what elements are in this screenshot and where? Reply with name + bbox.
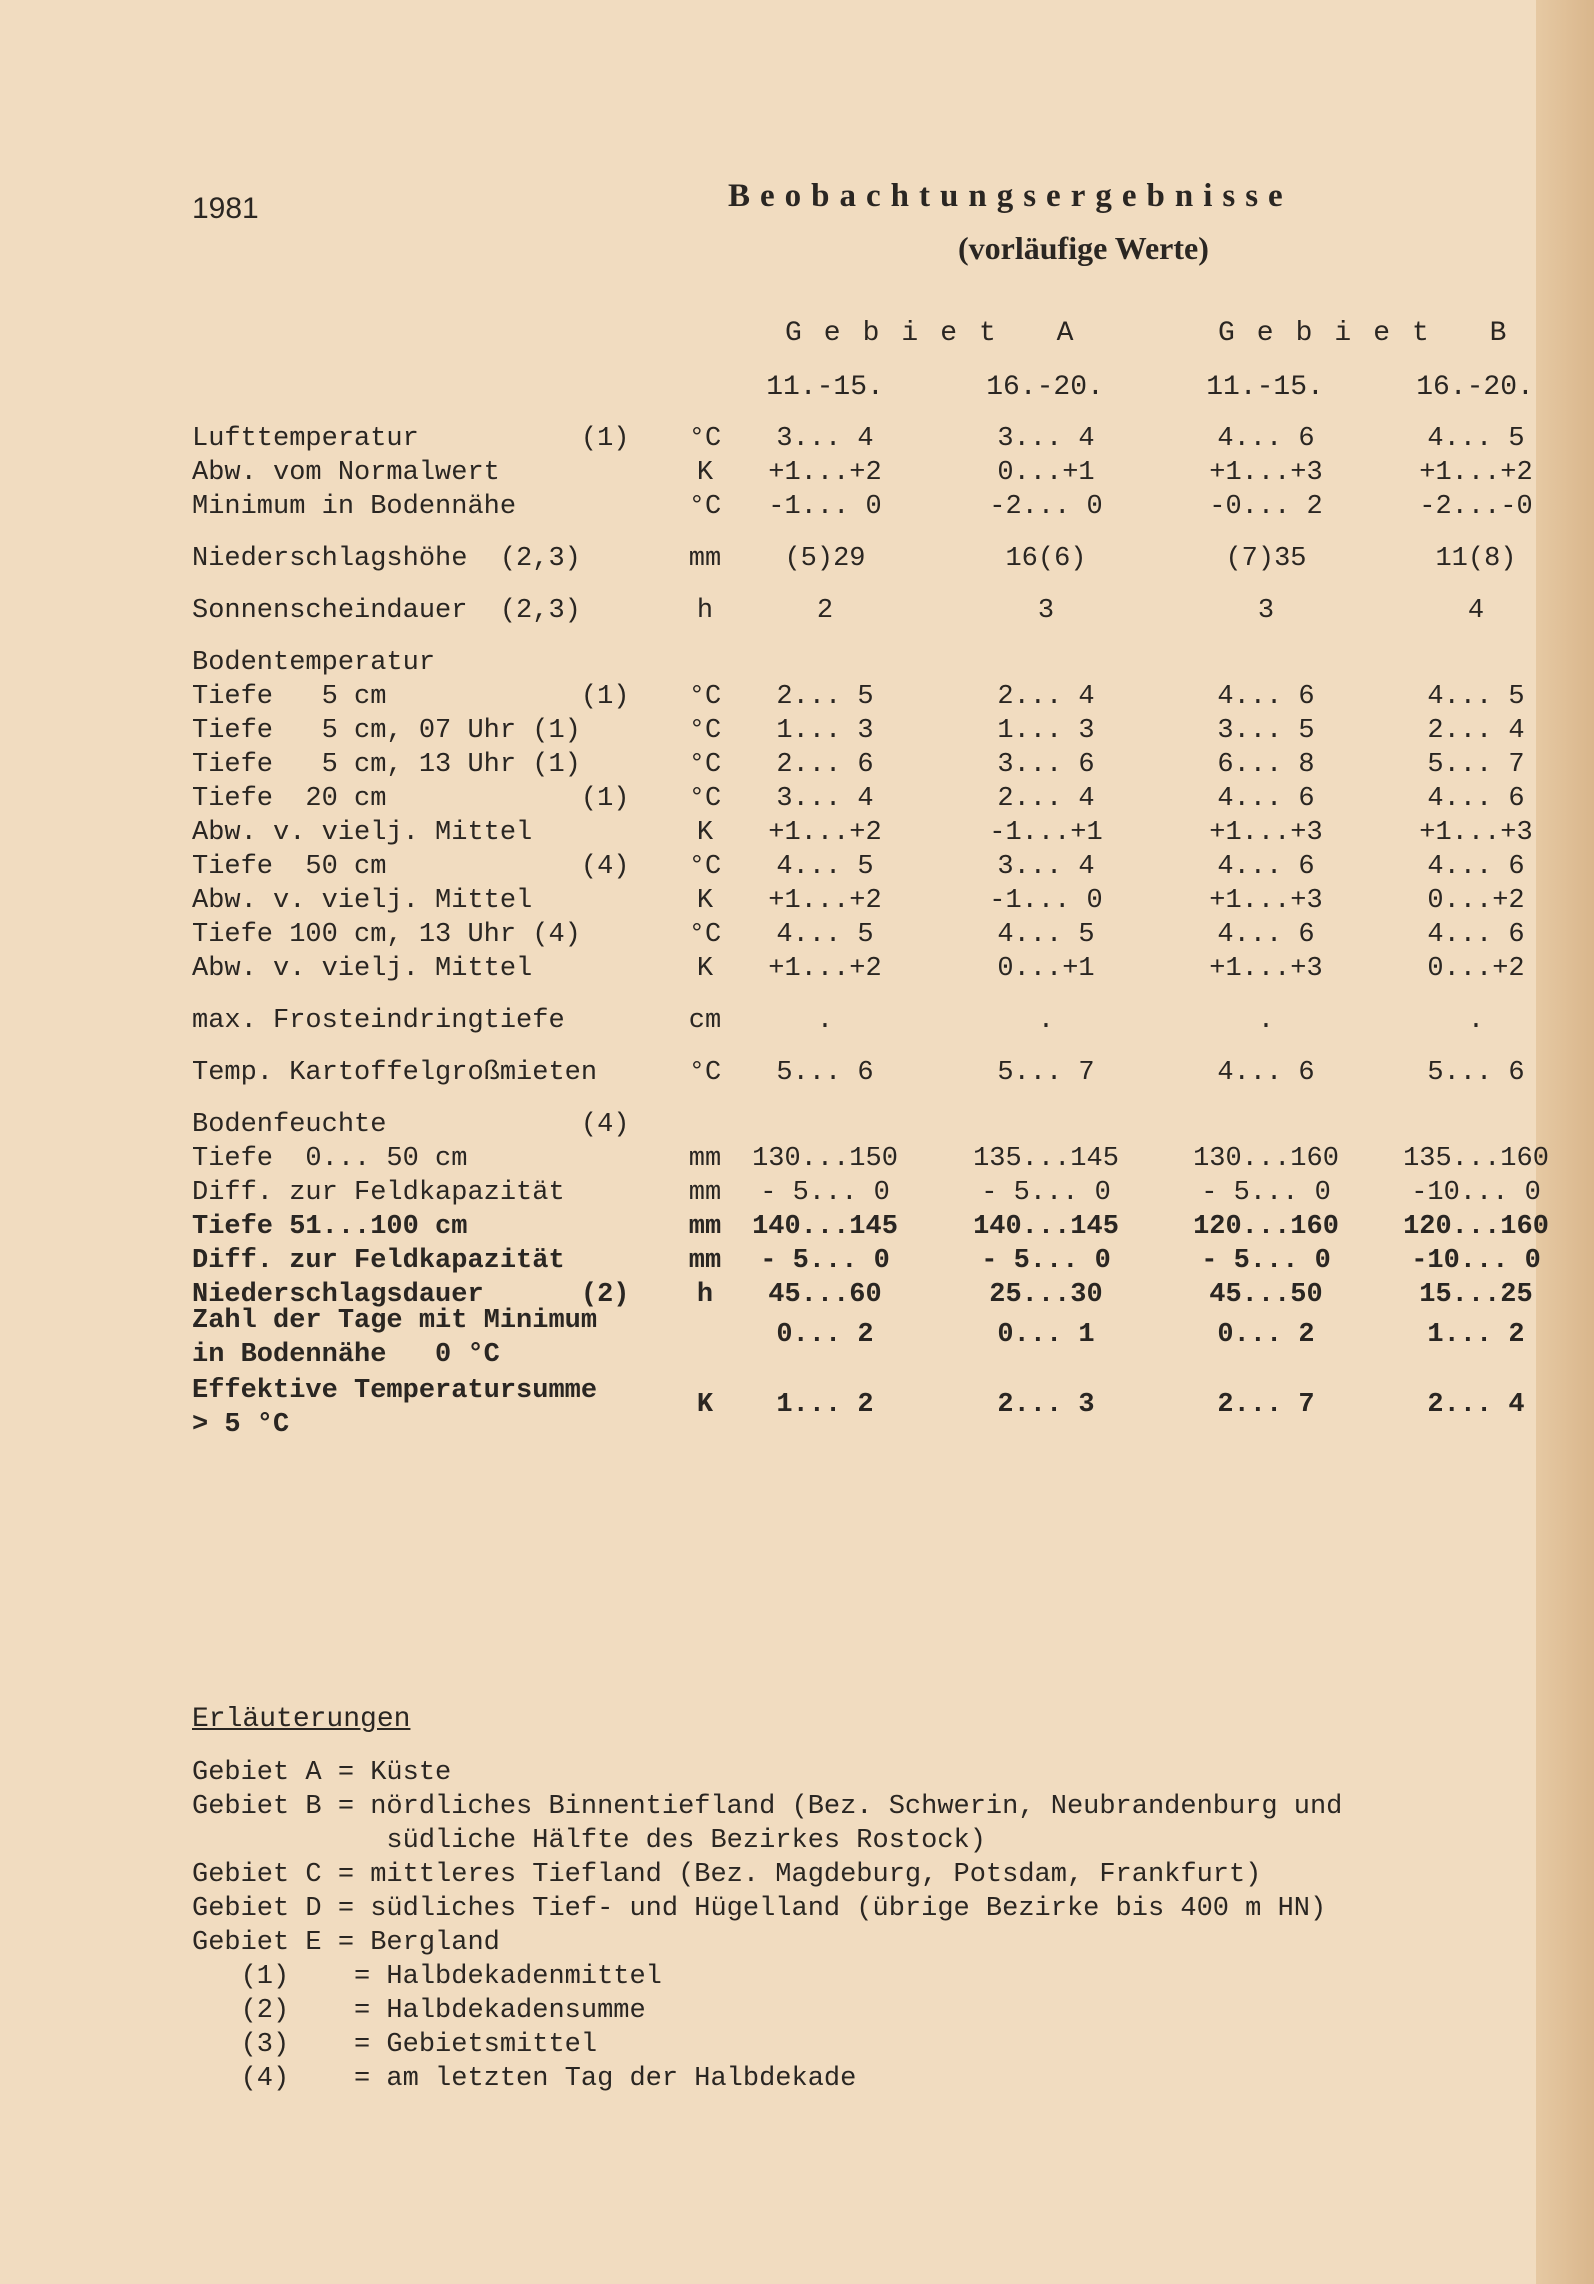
table-row: [0, 682, 1594, 716]
table-cell: 4... 5: [776, 852, 874, 882]
row-unit: K: [696, 954, 714, 984]
table-cell: +1...+2: [768, 886, 882, 916]
row-unit: mm: [688, 1246, 722, 1276]
row-unit: K: [696, 1390, 714, 1420]
table-row: [0, 852, 1594, 886]
table-cell: 4... 5: [1427, 424, 1525, 454]
table-cell: 45...50: [1209, 1280, 1323, 1310]
table-cell: 4... 6: [1427, 920, 1525, 950]
table-cell: 45...60: [768, 1280, 882, 1310]
legend-heading: Erläuterungen: [192, 1704, 411, 1735]
row-unit: °C: [688, 852, 722, 882]
table-cell: 15...25: [1419, 1280, 1533, 1310]
row-label: Effektive Temperatursumme > 5 °C: [192, 1376, 598, 1440]
period-header: 11.-15.: [1206, 372, 1324, 403]
legend-line: (2) = Halbdekadensumme: [192, 1996, 646, 2026]
row-unit: K: [696, 886, 714, 916]
table-cell: 1... 2: [1427, 1320, 1525, 1350]
table-cell: 4... 6: [1217, 920, 1315, 950]
row-unit: K: [696, 818, 714, 848]
table-cell: (5)29: [784, 544, 866, 574]
row-label: Tiefe 5 cm, 07 Uhr (1): [192, 716, 581, 746]
table-row: [0, 1110, 1594, 1144]
table-cell: 130...160: [1193, 1144, 1339, 1174]
table-cell: -2... 0: [989, 492, 1103, 522]
table-row: [0, 1376, 1594, 1440]
row-label: Tiefe 51...100 cm: [192, 1212, 468, 1242]
table-cell: +1...+3: [1209, 886, 1323, 916]
table-row: [0, 1178, 1594, 1212]
table-cell: 4... 6: [1217, 424, 1315, 454]
table-cell: -10... 0: [1411, 1246, 1541, 1276]
table-cell: 120...160: [1193, 1212, 1339, 1242]
row-label: Niederschlagshöhe (2,3): [192, 544, 581, 574]
table-cell: - 5... 0: [981, 1178, 1111, 1208]
row-label: Abw. vom Normalwert: [192, 458, 500, 488]
row-unit: °C: [688, 682, 722, 712]
row-unit: mm: [688, 1178, 722, 1208]
table-cell: -1... 0: [989, 886, 1103, 916]
row-label: Sonnenscheindauer (2,3): [192, 596, 581, 626]
table-row: [0, 954, 1594, 988]
table-cell: 4... 5: [1427, 682, 1525, 712]
group-header-b: Gebiet B: [1218, 318, 1529, 349]
table-row: [0, 716, 1594, 750]
page-subtitle: (vorläufige Werte): [958, 230, 1209, 266]
row-label: Abw. v. vielj. Mittel: [192, 818, 533, 848]
table-cell: +1...+2: [768, 954, 882, 984]
table-cell: 4: [1467, 596, 1485, 626]
table-cell: +1...+3: [1209, 458, 1323, 488]
table-row: [0, 1212, 1594, 1246]
table-cell: 5... 6: [1427, 1058, 1525, 1088]
table-cell: 3... 4: [997, 424, 1095, 454]
table-cell: - 5... 0: [1201, 1246, 1331, 1276]
legend-line: Gebiet B = nördliches Binnentiefland (Bez. Schwerin, Neubrandenburg und: [192, 1792, 1343, 1822]
row-label: Abw. v. vielj. Mittel: [192, 886, 533, 916]
row-unit: °C: [688, 920, 722, 950]
row-unit: °C: [688, 750, 722, 780]
row-label: Diff. zur Feldkapazität: [192, 1178, 565, 1208]
row-label: Tiefe 5 cm (1): [192, 682, 630, 712]
row-label: Zahl der Tage mit Minimum in Bodennähe 0 °C: [192, 1306, 598, 1370]
table-cell: 5... 6: [776, 1058, 874, 1088]
table-cell: 0... 1: [997, 1320, 1095, 1350]
row-unit: h: [696, 1280, 714, 1310]
table-cell: 0... 2: [1217, 1320, 1315, 1350]
legend-line: Gebiet E = Bergland: [192, 1928, 500, 1958]
row-label: Minimum in Bodennähe: [192, 492, 517, 522]
table-cell: +1...+3: [1209, 954, 1323, 984]
row-unit: h: [696, 596, 714, 626]
table-cell: +1...+3: [1209, 818, 1323, 848]
table-cell: +1...+2: [768, 458, 882, 488]
table-cell: 135...145: [973, 1144, 1119, 1174]
row-label: Niederschlagsdauer (2): [192, 1280, 630, 1310]
legend-line: Gebiet A = Küste: [192, 1758, 452, 1788]
table-row: [0, 458, 1594, 492]
table-cell: 2... 4: [997, 682, 1095, 712]
table-row: [0, 750, 1594, 784]
table-cell: 2... 5: [776, 682, 874, 712]
table-cell: +1...+2: [768, 818, 882, 848]
table-row: [0, 1246, 1594, 1280]
row-unit: °C: [688, 424, 722, 454]
table-cell: 2... 4: [1427, 1390, 1525, 1420]
table-cell: 3... 4: [997, 852, 1095, 882]
legend-line: (1) = Halbdekadenmittel: [192, 1962, 662, 1992]
table-row: [0, 784, 1594, 818]
table-cell: 0...+2: [1427, 886, 1525, 916]
table-row: [0, 818, 1594, 852]
table-row: [0, 1006, 1594, 1040]
table-cell: -0... 2: [1209, 492, 1323, 522]
row-label: Lufttemperatur (1): [192, 424, 630, 454]
table-cell: -10... 0: [1411, 1178, 1541, 1208]
row-label: Diff. zur Feldkapazität: [192, 1246, 565, 1276]
row-unit: °C: [688, 492, 722, 522]
row-unit: mm: [688, 1212, 722, 1242]
table-cell: (7)35: [1225, 544, 1307, 574]
legend-line: (3) = Gebietsmittel: [192, 2030, 598, 2060]
row-label: Tiefe 100 cm, 13 Uhr (4): [192, 920, 581, 950]
table-cell: 3... 5: [1217, 716, 1315, 746]
table-cell: 2... 4: [1427, 716, 1525, 746]
row-unit: °C: [688, 784, 722, 814]
row-unit: K: [696, 458, 714, 488]
table-cell: 2... 6: [776, 750, 874, 780]
table-cell: 11(8): [1435, 544, 1517, 574]
legend-line: südliche Hälfte des Bezirkes Rostock): [192, 1826, 986, 1856]
table-cell: 1... 3: [776, 716, 874, 746]
period-header: 16.-20.: [986, 372, 1104, 403]
table-cell: -2...-0: [1419, 492, 1533, 522]
year-label: 1981: [192, 192, 259, 225]
table-cell: - 5... 0: [1201, 1178, 1331, 1208]
table-cell: 3... 4: [776, 424, 874, 454]
table-cell: 4... 5: [776, 920, 874, 950]
period-header: 16.-20.: [1416, 372, 1534, 403]
table-cell: 1... 3: [997, 716, 1095, 746]
table-row: [0, 492, 1594, 526]
table-cell: .: [1037, 1006, 1055, 1036]
table-cell: 16(6): [1005, 544, 1087, 574]
legend-line: Gebiet C = mittleres Tiefland (Bez. Magdeburg, Potsdam, Frankfurt): [192, 1860, 1262, 1890]
row-unit: °C: [688, 1058, 722, 1088]
table-cell: -1... 0: [768, 492, 882, 522]
table-cell: 4... 6: [1427, 852, 1525, 882]
row-unit: mm: [688, 1144, 722, 1174]
row-label: Tiefe 5 cm, 13 Uhr (1): [192, 750, 581, 780]
table-cell: 140...145: [973, 1212, 1119, 1242]
table-cell: 5... 7: [997, 1058, 1095, 1088]
table-cell: 25...30: [989, 1280, 1103, 1310]
table-cell: 4... 6: [1427, 784, 1525, 814]
table-cell: 2... 4: [997, 784, 1095, 814]
table-cell: 140...145: [752, 1212, 898, 1242]
table-cell: 0... 2: [776, 1320, 874, 1350]
table-cell: 5... 7: [1427, 750, 1525, 780]
table-cell: 0...+1: [997, 458, 1095, 488]
table-cell: - 5... 0: [981, 1246, 1111, 1276]
row-label: Bodentemperatur: [192, 648, 436, 678]
table-row: [0, 648, 1594, 682]
table-cell: 2... 3: [997, 1390, 1095, 1420]
table-cell: 3... 4: [776, 784, 874, 814]
row-label: Tiefe 50 cm (4): [192, 852, 630, 882]
table-cell: 3: [1037, 596, 1055, 626]
table-cell: .: [816, 1006, 834, 1036]
table-cell: 2... 7: [1217, 1390, 1315, 1420]
table-cell: 3: [1257, 596, 1275, 626]
group-header-a: Gebiet A: [785, 318, 1096, 349]
table-cell: 2: [816, 596, 834, 626]
table-row: [0, 920, 1594, 954]
row-label: Bodenfeuchte (4): [192, 1110, 630, 1140]
row-unit: °C: [688, 716, 722, 746]
table-cell: 6... 8: [1217, 750, 1315, 780]
row-unit: cm: [688, 1006, 722, 1036]
table-row: [0, 886, 1594, 920]
table-cell: 4... 5: [997, 920, 1095, 950]
legend-line: (4) = am letzten Tag der Halbdekade: [192, 2064, 857, 2094]
table-row: [0, 1058, 1594, 1092]
table-cell: 0...+2: [1427, 954, 1525, 984]
row-label: Abw. v. vielj. Mittel: [192, 954, 533, 984]
table-cell: 120...160: [1403, 1212, 1549, 1242]
table-cell: - 5... 0: [760, 1178, 890, 1208]
table-cell: 4... 6: [1217, 784, 1315, 814]
page-title: Beobachtungsergebnisse: [728, 178, 1293, 214]
table-cell: 130...150: [752, 1144, 898, 1174]
legend-line: Gebiet D = südliches Tief- und Hügelland (übrige Bezirke bis 400 m HN): [192, 1894, 1327, 1924]
table-cell: .: [1467, 1006, 1485, 1036]
row-label: Tiefe 0... 50 cm: [192, 1144, 468, 1174]
row-label: Temp. Kartoffelgroßmieten: [192, 1058, 598, 1088]
table-row: [0, 1306, 1594, 1370]
table-row: [0, 596, 1594, 630]
table-cell: - 5... 0: [760, 1246, 890, 1276]
row-label: Tiefe 20 cm (1): [192, 784, 630, 814]
table-cell: 135...160: [1403, 1144, 1549, 1174]
table-cell: .: [1257, 1006, 1275, 1036]
table-cell: +1...+3: [1419, 818, 1533, 848]
table-cell: +1...+2: [1419, 458, 1533, 488]
table-cell: -1...+1: [989, 818, 1103, 848]
table-cell: 4... 6: [1217, 682, 1315, 712]
table-row: [0, 424, 1594, 458]
row-unit: mm: [688, 544, 722, 574]
table-cell: 1... 2: [776, 1390, 874, 1420]
table-cell: 3... 6: [997, 750, 1095, 780]
table-row: [0, 1144, 1594, 1178]
table-cell: 4... 6: [1217, 1058, 1315, 1088]
row-label: max. Frosteindringtiefe: [192, 1006, 565, 1036]
table-row: [0, 544, 1594, 578]
period-header: 11.-15.: [766, 372, 884, 403]
table-cell: 0...+1: [997, 954, 1095, 984]
table-cell: 4... 6: [1217, 852, 1315, 882]
